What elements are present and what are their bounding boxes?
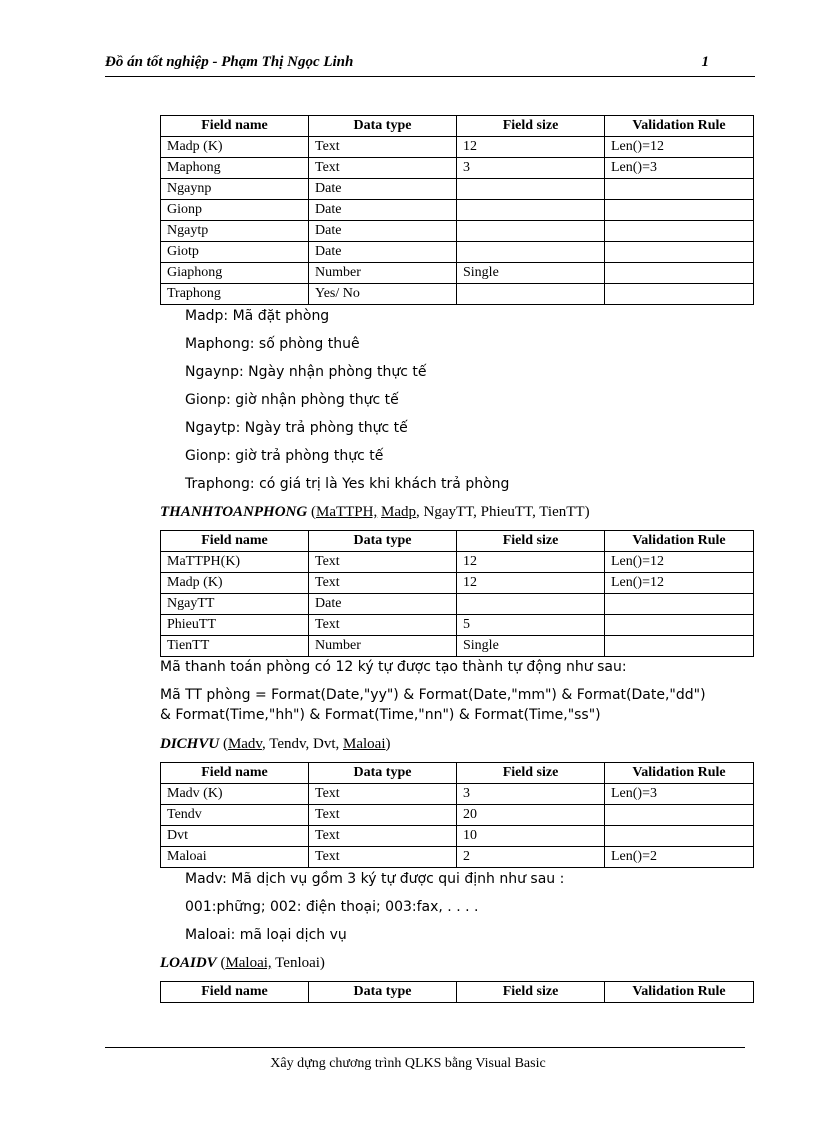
loaidv-definition (160, 955, 325, 972)
table-row (161, 158, 754, 179)
field-name-cell: Giotp (161, 242, 309, 263)
table-header-row (161, 531, 754, 552)
validation-rule-cell (605, 284, 754, 305)
field-name-cell: Maphong (161, 158, 309, 179)
col-field-size: Field size (457, 531, 605, 552)
field-size-cell: 12 (457, 552, 605, 573)
field-name-cell: NgayTT (161, 594, 309, 615)
validation-rule-cell (605, 594, 754, 615)
table-row (161, 263, 754, 284)
data-type-cell: Text (309, 784, 457, 805)
table-row (161, 615, 754, 636)
note-traphong: Traphong: có giá trị là Yes khi khách trả phòng (185, 476, 510, 492)
table-row (161, 847, 754, 868)
field-name-cell: PhieuTT (161, 615, 309, 636)
other-fields: , NgayTT, PhieuTT, TienTT) (415, 504, 590, 520)
data-type-cell: Text (309, 137, 457, 158)
col-data-type: Data type (309, 116, 457, 137)
validation-rule-cell: Len()=3 (605, 158, 754, 179)
field-name-cell: Ngaytp (161, 221, 309, 242)
field-name-cell: Giaphong (161, 263, 309, 284)
validation-rule-cell: Len()=12 (605, 552, 754, 573)
mattph-description: Mã thanh toán phòng có 12 ký tự được tạo thành tự động như sau: (160, 659, 627, 675)
field-name-cell: MaTTPH(K) (161, 552, 309, 573)
note-giotp: Gionp: giờ trả phòng thực tế (185, 448, 384, 464)
key-mattph: MaTTPH, (315, 504, 378, 520)
footer-divider (105, 1047, 745, 1048)
col-field-size: Field size (457, 116, 605, 137)
field-size-cell (457, 179, 605, 200)
table-row (161, 137, 754, 158)
field-name-cell: Madv (K) (161, 784, 309, 805)
paren-close: ) (385, 736, 391, 752)
note-ngaytp: Ngaytp: Ngày trả phòng thực tế (185, 420, 408, 436)
col-data-type: Data type (309, 531, 457, 552)
dichvu-table (160, 762, 754, 868)
field-size-cell: 10 (457, 826, 605, 847)
note-madp: Madp: Mã đặt phòng (185, 308, 330, 324)
table-row (161, 179, 754, 200)
field-name-cell: Ngaynp (161, 179, 309, 200)
field-size-cell (457, 594, 605, 615)
field-size-cell: 3 (457, 158, 605, 179)
col-field-name: Field name (161, 763, 309, 784)
validation-rule-cell: Len()=12 (605, 137, 754, 158)
data-type-cell: Date (309, 179, 457, 200)
table-row (161, 573, 754, 594)
field-size-cell (457, 284, 605, 305)
data-type-cell: Text (309, 805, 457, 826)
page-number: 1 (701, 54, 709, 70)
thanhtoanphong-definition (160, 504, 590, 521)
table-header-row (161, 982, 754, 1003)
field-name-cell: Gionp (161, 200, 309, 221)
table-row (161, 200, 754, 221)
field-name-cell: Madp (K) (161, 137, 309, 158)
field-size-cell: 3 (457, 784, 605, 805)
field-name-cell: Maloai (161, 847, 309, 868)
col-field-name: Field name (161, 982, 309, 1003)
col-validation-rule: Validation Rule (605, 982, 754, 1003)
table-row (161, 636, 754, 657)
field-size-cell: 20 (457, 805, 605, 826)
validation-rule-cell (605, 826, 754, 847)
paren-open: ( (220, 955, 226, 971)
page-header (105, 54, 755, 77)
foreign-key-maloai: Maloai (343, 736, 386, 752)
key-madp: Madp (380, 504, 416, 520)
header-title: Đồ án tốt nghiệp - Phạm Thị Ngọc Linh (105, 54, 354, 70)
data-type-cell: Date (309, 200, 457, 221)
field-name-cell: Dvt (161, 826, 309, 847)
table-row (161, 221, 754, 242)
field-size-cell: 12 (457, 137, 605, 158)
datphong-table (160, 115, 754, 305)
field-name-cell: Madp (K) (161, 573, 309, 594)
data-type-cell: Number (309, 636, 457, 657)
paren-open: ( (310, 504, 316, 520)
col-field-name: Field name (161, 531, 309, 552)
col-field-name: Field name (161, 116, 309, 137)
other-fields: , Tendv, Dvt, (261, 736, 343, 752)
note-maloai: Maloai: mã loại dịch vụ (185, 927, 347, 943)
col-validation-rule: Validation Rule (605, 531, 754, 552)
table-row (161, 805, 754, 826)
loaidv-table (160, 981, 754, 1003)
paren-open: ( (222, 736, 228, 752)
data-type-cell: Date (309, 221, 457, 242)
data-type-cell: Text (309, 552, 457, 573)
note-madv: Madv: Mã dịch vụ gồm 3 ký tự được qui định như sau : (185, 871, 565, 887)
note-gionp: Gionp: giờ nhận phòng thực tế (185, 392, 399, 408)
validation-rule-cell (605, 200, 754, 221)
validation-rule-cell (605, 242, 754, 263)
thanhtoanphong-name: THANHTOANPHONG (160, 504, 308, 520)
key-maloai: Maloai, (225, 955, 272, 971)
field-name-cell: TienTT (161, 636, 309, 657)
table-row (161, 826, 754, 847)
validation-rule-cell (605, 263, 754, 284)
validation-rule-cell: Len()=3 (605, 784, 754, 805)
other-fields: Tenloai) (271, 955, 325, 971)
data-type-cell: Text (309, 826, 457, 847)
table-header-row (161, 116, 754, 137)
table-row (161, 552, 754, 573)
validation-rule-cell (605, 615, 754, 636)
field-name-cell: Tendv (161, 805, 309, 826)
validation-rule-cell (605, 221, 754, 242)
field-size-cell: Single (457, 263, 605, 284)
data-type-cell: Date (309, 242, 457, 263)
dichvu-name: DICHVU (160, 736, 220, 752)
data-type-cell: Text (309, 573, 457, 594)
col-field-size: Field size (457, 763, 605, 784)
data-type-cell: Text (309, 847, 457, 868)
validation-rule-cell (605, 179, 754, 200)
field-size-cell: 12 (457, 573, 605, 594)
validation-rule-cell (605, 636, 754, 657)
data-type-cell: Yes/ No (309, 284, 457, 305)
thanhtoanphong-table (160, 530, 754, 657)
col-data-type: Data type (309, 763, 457, 784)
note-ngaynp: Ngaynp: Ngày nhận phòng thực tế (185, 364, 427, 380)
col-field-size: Field size (457, 982, 605, 1003)
table-row (161, 784, 754, 805)
table-row (161, 284, 754, 305)
field-size-cell (457, 200, 605, 221)
page-footer: Xây dựng chương trình QLKS bằng Visual Basic (270, 1056, 546, 1071)
col-validation-rule: Validation Rule (605, 763, 754, 784)
loaidv-name: LOAIDV (160, 955, 217, 971)
validation-rule-cell (605, 805, 754, 826)
col-data-type: Data type (309, 982, 457, 1003)
field-size-cell: Single (457, 636, 605, 657)
note-service-codes: 001:phững; 002: điện thoại; 003:fax, . . . . (185, 899, 479, 915)
dichvu-definition (160, 736, 391, 753)
validation-rule-cell: Len()=12 (605, 573, 754, 594)
key-madv: Madv (227, 736, 262, 752)
validation-rule-cell: Len()=2 (605, 847, 754, 868)
table-header-row (161, 763, 754, 784)
table-row (161, 242, 754, 263)
formula-line-1: Mã TT phòng = Format(Date,"yy") & Format(Date,"mm") & Format(Date,"dd") (160, 687, 706, 703)
note-maphong: Maphong: số phòng thuê (185, 336, 360, 352)
field-size-cell (457, 221, 605, 242)
table-row (161, 594, 754, 615)
data-type-cell: Number (309, 263, 457, 284)
field-size-cell: 5 (457, 615, 605, 636)
col-validation-rule: Validation Rule (605, 116, 754, 137)
data-type-cell: Text (309, 615, 457, 636)
field-name-cell: Traphong (161, 284, 309, 305)
data-type-cell: Text (309, 158, 457, 179)
field-size-cell: 2 (457, 847, 605, 868)
data-type-cell: Date (309, 594, 457, 615)
field-size-cell (457, 242, 605, 263)
formula-line-2: & Format(Time,"hh") & Format(Time,"nn") & Format(Time,"ss") (160, 707, 601, 723)
